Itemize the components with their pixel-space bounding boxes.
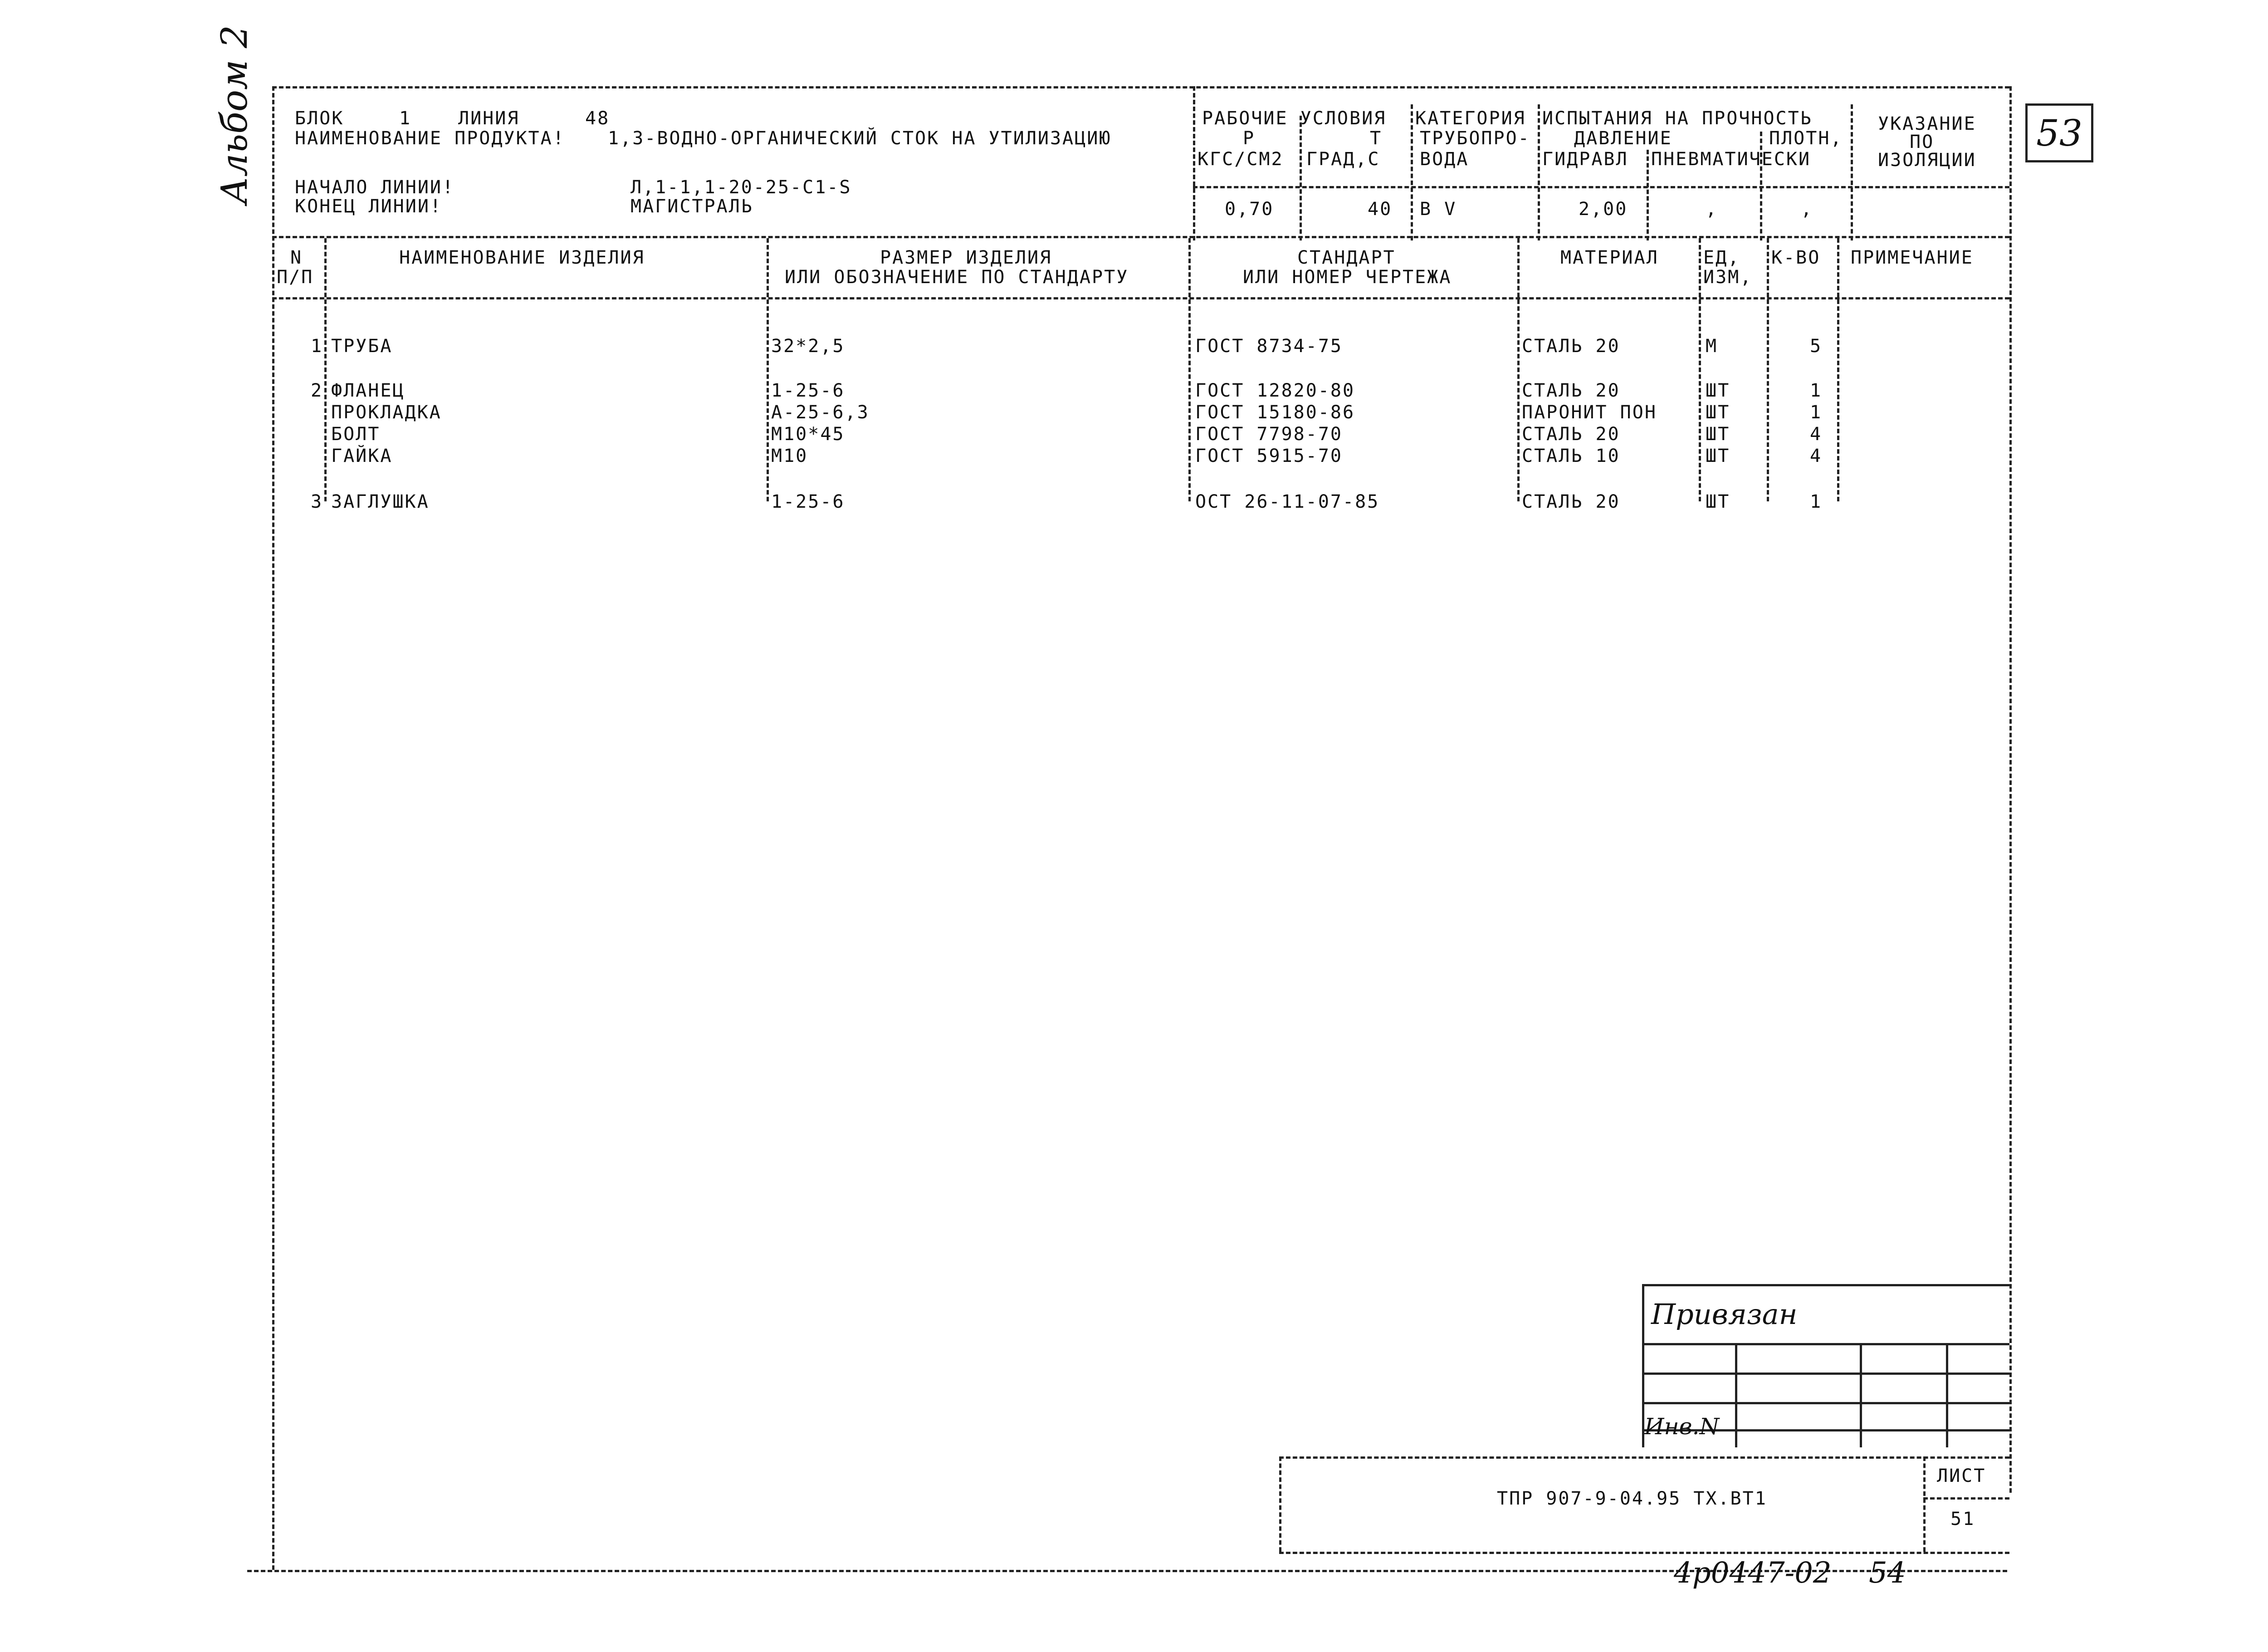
insulation-title-2: ПО xyxy=(1910,132,1935,152)
row-name: ПРОКЛАДКА xyxy=(331,402,442,423)
test-density-value: , xyxy=(1801,199,1813,220)
row-size: 1-25-6 xyxy=(771,380,845,401)
col-header-std-2: ИЛИ НОМЕР ЧЕРТЕЖА xyxy=(1243,267,1452,288)
row-qty: 4 xyxy=(1810,446,1823,466)
row-std: ГОСТ 12820-80 xyxy=(1195,380,1355,401)
row-n: 2 xyxy=(311,380,323,401)
footer-note: 4р0447-02 xyxy=(1674,1556,1832,1590)
test-pneumatic-label: ПНЕВМАТИЧЕСКИ xyxy=(1651,149,1811,170)
category-title-2: ТРУБОПРО- xyxy=(1420,128,1530,149)
temperature-label: Т xyxy=(1370,128,1383,149)
row-std: ГОСТ 8734-75 xyxy=(1195,336,1343,357)
table-col-sep-qty xyxy=(1767,238,1769,501)
row-material: СТАЛЬ 20 xyxy=(1522,336,1620,357)
row-material: СТАЛЬ 10 xyxy=(1522,446,1620,466)
col-header-name: НАИМЕНОВАНИЕ ИЗДЕЛИЯ xyxy=(399,247,645,268)
row-material: СТАЛЬ 20 xyxy=(1522,491,1620,512)
stamp-inv-label: Инв.N xyxy=(1644,1413,1720,1440)
row-unit: М xyxy=(1706,336,1718,357)
row-size: М10 xyxy=(771,446,808,466)
col-header-pp: П/П xyxy=(277,267,314,288)
header-bottom xyxy=(272,236,2009,238)
row-std: ГОСТ 15180-86 xyxy=(1195,402,1355,423)
sheet-label: ЛИСТ xyxy=(1937,1466,1986,1486)
stamp-top xyxy=(1642,1284,2009,1286)
end-value: МАГИСТРАЛЬ xyxy=(631,196,753,217)
block-label: БЛОК xyxy=(295,108,344,129)
pressure-label: Р xyxy=(1243,128,1256,149)
row-size: 1-25-6 xyxy=(771,491,845,512)
row-qty: 5 xyxy=(1810,336,1823,357)
col-header-size-1: РАЗМЕР ИЗДЕЛИЯ xyxy=(880,247,1052,268)
start-label: НАЧАЛО ЛИНИИ! xyxy=(295,177,455,198)
table-col-sep-n xyxy=(324,238,327,501)
row-size: М10*45 xyxy=(771,424,845,445)
table-col-sep-unit xyxy=(1699,238,1701,501)
row-material: СТАЛЬ 20 xyxy=(1522,380,1620,401)
test-pressure-label: ДАВЛЕНИЕ xyxy=(1574,128,1672,149)
row-std: ОСТ 26-11-07-85 xyxy=(1195,491,1380,512)
col-header-qty: К-ВО xyxy=(1771,247,1821,268)
title-block-left xyxy=(1279,1456,1281,1552)
row-qty: 4 xyxy=(1810,424,1823,445)
category-title-3: ВОДА xyxy=(1420,149,1469,170)
working-conditions-title: РАБОЧИЕ УСЛОВИЯ xyxy=(1202,108,1387,129)
test-hydraulic-value: 2,00 xyxy=(1579,199,1628,220)
row-name: ФЛАНЕЦ xyxy=(331,380,405,401)
margin-note-album: Альбом 2 xyxy=(213,25,255,204)
row-unit: ШТ xyxy=(1706,424,1730,445)
row-unit: ШТ xyxy=(1706,491,1730,512)
row-unit: ШТ xyxy=(1706,380,1730,401)
page-stamp-box xyxy=(2025,103,2093,162)
product-label: НАИМЕНОВАНИЕ ПРОДУКТА! xyxy=(295,128,565,149)
header-divider-insulation xyxy=(1851,104,1853,240)
test-density-label: ПЛОТН, xyxy=(1769,128,1843,149)
table-header-bottom xyxy=(272,297,2009,299)
temperature-value: 40 xyxy=(1368,199,1393,220)
doc-code: ТПР 907-9-04.95 ТХ.ВТ1 xyxy=(1497,1488,1767,1509)
row-unit: ШТ xyxy=(1706,446,1730,466)
table-col-sep-size xyxy=(767,238,769,501)
row-std: ГОСТ 7798-70 xyxy=(1195,424,1343,445)
col-header-size-2: ИЛИ ОБОЗНАЧЕНИЕ ПО СТАНДАРТУ xyxy=(785,267,1129,288)
row-qty: 1 xyxy=(1810,402,1823,423)
category-title-1: КАТЕГОРИЯ xyxy=(1415,108,1526,129)
sheet-number: 51 xyxy=(1950,1509,1975,1529)
col-header-std-1: СТАНДАРТ xyxy=(1297,247,1396,268)
temperature-unit: ГРАД,С xyxy=(1306,149,1380,170)
test-title: ИСПЫТАНИЯ НА ПРОЧНОСТЬ xyxy=(1542,108,1813,129)
table-col-sep-note xyxy=(1837,238,1839,501)
row-name: ЗАГЛУШКА xyxy=(331,491,430,512)
header-sep-values xyxy=(1193,186,2009,188)
block-value: 1 xyxy=(399,108,412,129)
title-block-sheet-sep xyxy=(1923,1456,1926,1552)
test-hydraulic-label: ГИДРАВЛ xyxy=(1542,149,1628,170)
row-qty: 1 xyxy=(1810,491,1823,512)
row-size: А-25-6,3 xyxy=(771,402,870,423)
line-value: 48 xyxy=(585,108,610,129)
row-name: БОЛТ xyxy=(331,424,381,445)
header-divider-category xyxy=(1411,104,1413,240)
stamp-col-2 xyxy=(1860,1343,1862,1447)
line-label: ЛИНИЯ xyxy=(458,108,520,129)
insulation-title-3: ИЗОЛЯЦИИ xyxy=(1878,150,1976,171)
product-value: 1,3-ВОДНО-ОРГАНИЧЕСКИЙ СТОК НА УТИЛИЗАЦИЮ xyxy=(608,128,1112,149)
row-material: ПАРОНИТ ПОН xyxy=(1522,402,1657,423)
header-divider-conditions xyxy=(1193,86,1195,240)
table-col-sep-std xyxy=(1188,238,1191,501)
pressure-unit: КГС/СМ2 xyxy=(1198,149,1284,170)
row-size: 32*2,5 xyxy=(771,336,845,357)
category-value: В V xyxy=(1420,199,1457,220)
start-value: Л,1-1,1-20-25-С1-S xyxy=(631,177,852,198)
row-unit: ШТ xyxy=(1706,402,1730,423)
frame-right xyxy=(2009,86,2012,1493)
title-block-bottom xyxy=(1279,1552,2009,1554)
row-name: ТРУБА xyxy=(331,336,393,357)
stamp-col-3 xyxy=(1946,1343,1948,1447)
row-n: 3 xyxy=(311,491,323,512)
header-divider-p-t xyxy=(1300,116,1302,240)
col-header-n: N xyxy=(290,247,303,268)
footer-page: 54 xyxy=(1869,1556,1906,1590)
row-n: 1 xyxy=(311,336,323,357)
frame-top xyxy=(272,86,2009,88)
end-label: КОНЕЦ ЛИНИИ! xyxy=(295,196,442,217)
test-pneumatic-value: , xyxy=(1706,199,1718,220)
row-std: ГОСТ 5915-70 xyxy=(1195,446,1343,466)
row-qty: 1 xyxy=(1810,380,1823,401)
row-name: ГАЙКА xyxy=(331,446,393,466)
stamp-grid-2 xyxy=(1642,1373,2009,1375)
table-col-sep-material xyxy=(1517,238,1520,501)
stamp-grid-3 xyxy=(1642,1402,2009,1404)
row-material: СТАЛЬ 20 xyxy=(1522,424,1620,445)
header-divider-test xyxy=(1538,104,1540,240)
header-divider-test-hydro xyxy=(1647,150,1649,240)
pressure-value: 0,70 xyxy=(1225,199,1274,220)
col-header-note: ПРИМЕЧАНИЕ xyxy=(1851,247,1974,268)
frame-left xyxy=(272,86,274,1570)
stamp-bound-label: Привязан xyxy=(1651,1298,1798,1331)
insulation-title-1: УКАЗАНИЕ xyxy=(1878,113,1976,134)
col-header-unit-2: ИЗМ, xyxy=(1703,267,1753,288)
page-stamp-number: 53 xyxy=(2036,112,2082,154)
col-header-unit-1: ЕД, xyxy=(1703,247,1740,268)
stamp-grid-1 xyxy=(1642,1343,2009,1345)
title-block-top xyxy=(1279,1456,2009,1459)
col-header-material: МАТЕРИАЛ xyxy=(1560,247,1659,268)
stamp-col-1 xyxy=(1735,1343,1737,1447)
title-block-sheet-mid xyxy=(1923,1497,2009,1500)
